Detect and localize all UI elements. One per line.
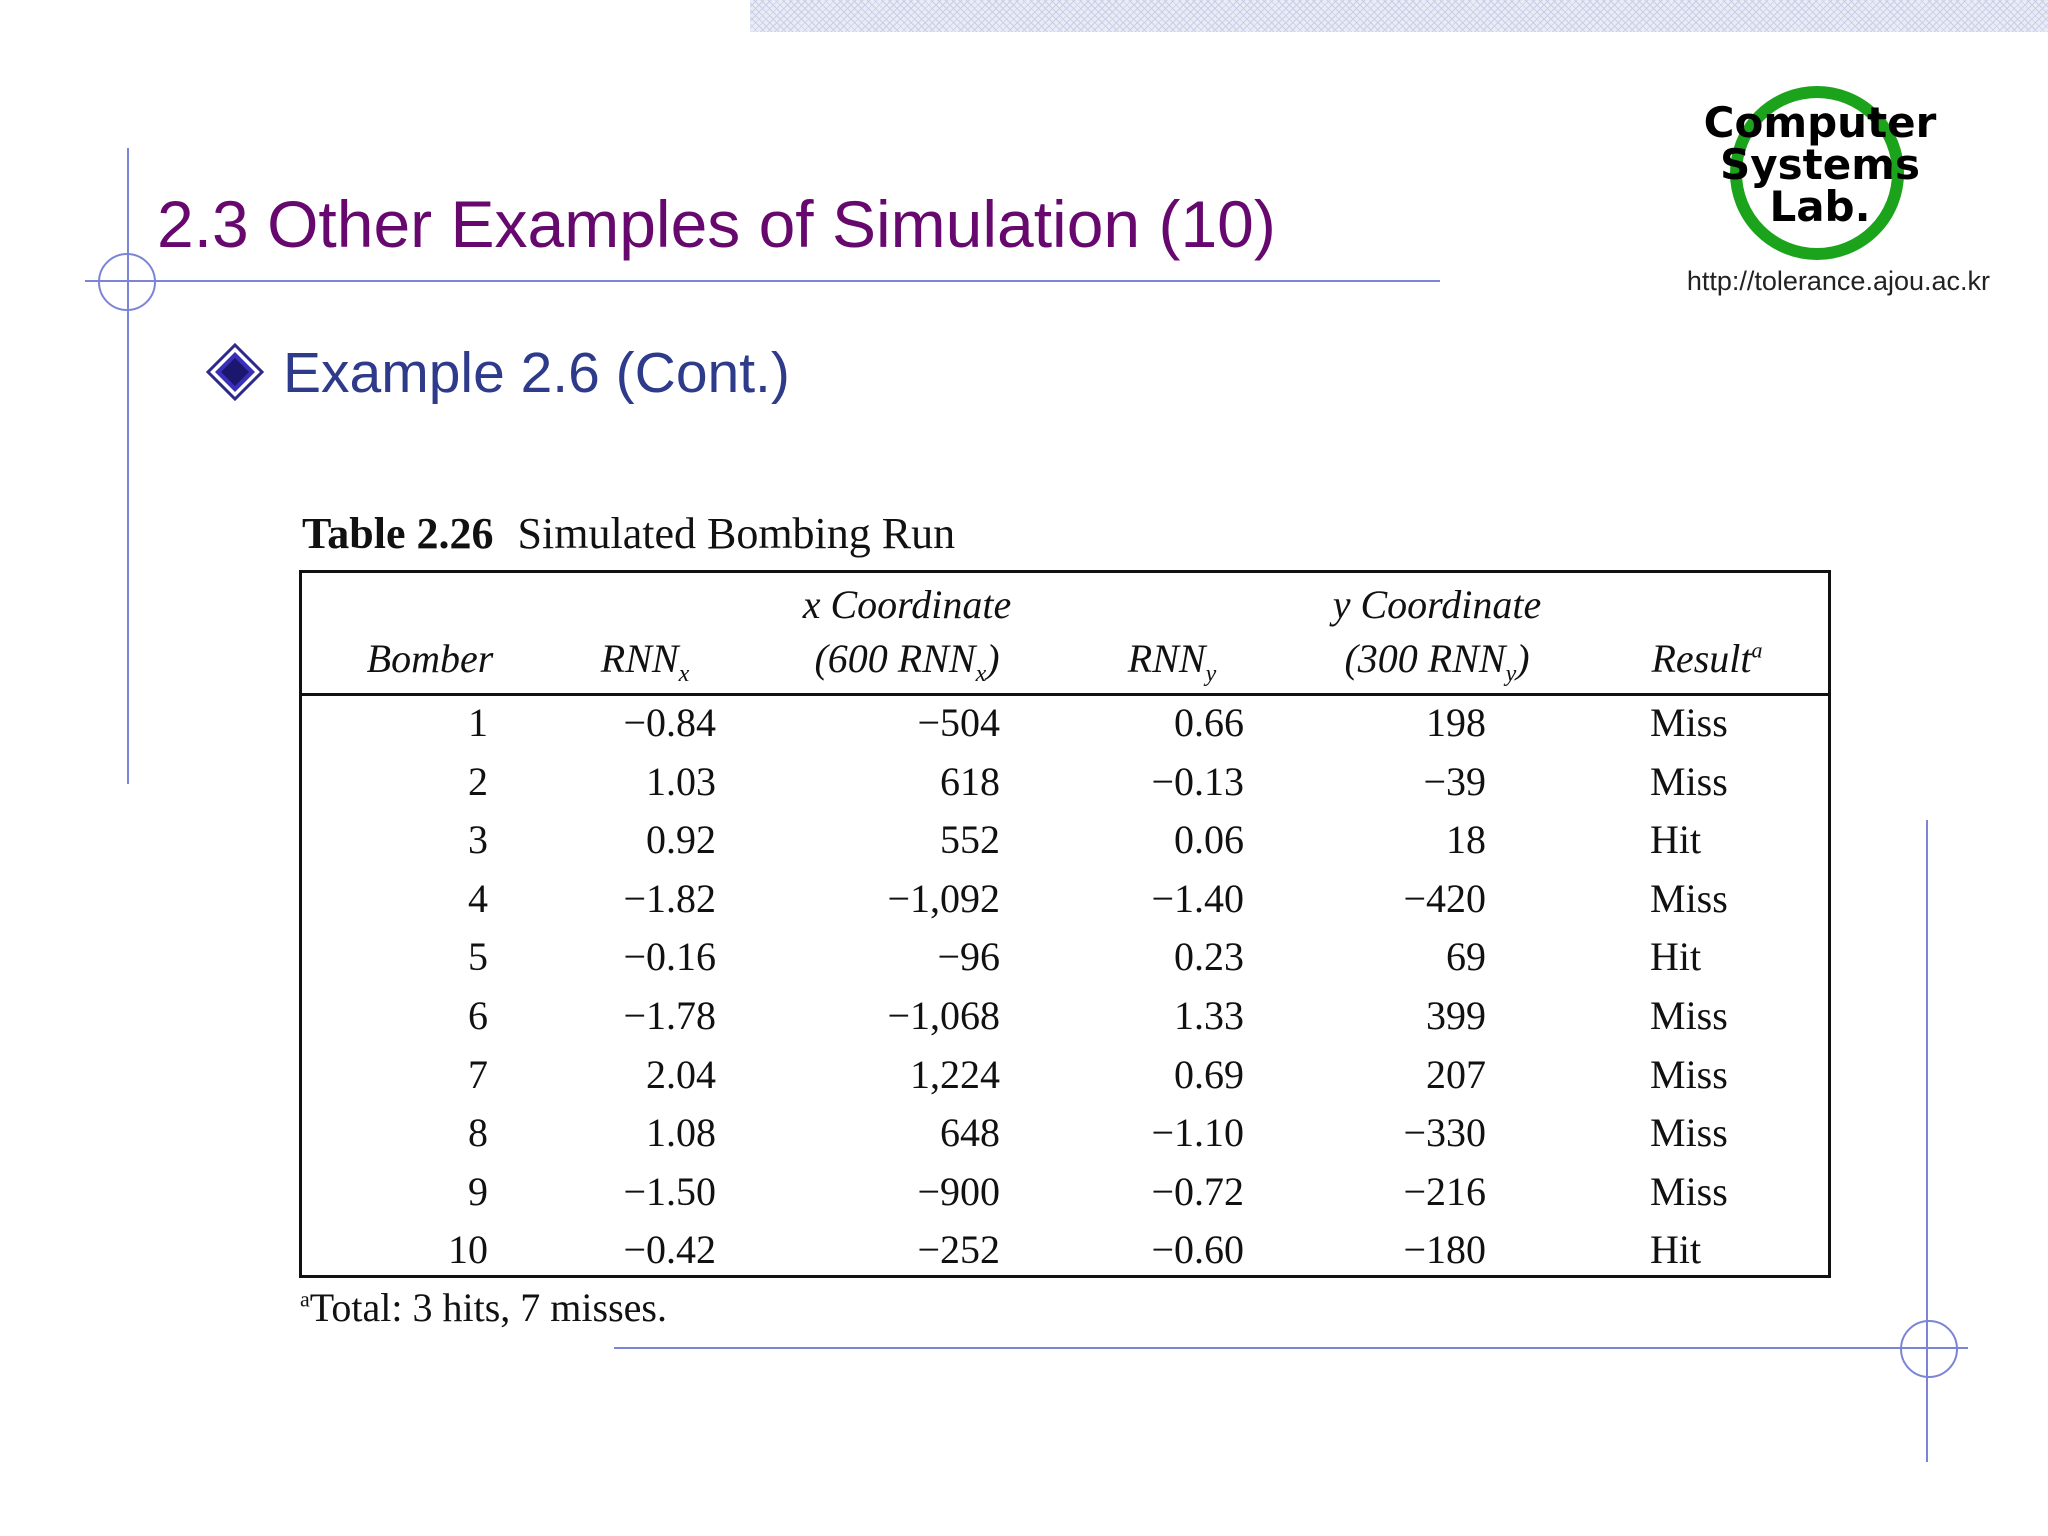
cell-rnn-x: −0.42: [623, 1227, 716, 1273]
table-number: Table 2.26: [302, 509, 494, 558]
cell-rnn-y: −0.72: [1151, 1168, 1244, 1214]
cell-rnn-x: −1.78: [623, 992, 716, 1038]
cell-result: Miss: [1650, 758, 1728, 804]
cell-y-coordinate: 18: [1446, 817, 1486, 863]
header-x-coordinate: x Coordinate: [802, 582, 1012, 627]
cell-y-coordinate: 399: [1426, 992, 1486, 1038]
cell-rnn-x: 1.08: [646, 1110, 716, 1156]
cell-y-coordinate: 207: [1426, 1051, 1486, 1097]
logo-line-3: Lab.: [1769, 182, 1871, 231]
cell-rnn-y: 1.33: [1174, 992, 1244, 1038]
logo-line-1: Computer: [1703, 98, 1937, 147]
cell-bomber: 9: [468, 1168, 488, 1214]
cell-bomber: 1: [468, 700, 488, 745]
top-hatch-band: [750, 0, 2048, 32]
frame-line-top-horizontal: [85, 280, 1440, 282]
cell-result: Miss: [1650, 700, 1728, 745]
cell-bomber: 5: [468, 934, 488, 980]
bombing-run-table: [299, 570, 1831, 1278]
table-row: [302, 1164, 1828, 1223]
footnote-text: Total: 3 hits, 7 misses.: [309, 1285, 667, 1330]
header-rnn-y: $RNN_y$: [1127, 636, 1217, 687]
cell-y-coordinate: −180: [1403, 1227, 1486, 1273]
cell-y-coordinate: 69: [1446, 934, 1486, 980]
cell-bomber: 4: [468, 875, 488, 921]
header-y-coordinate-formula: (300 $RNN_y$): [1344, 636, 1530, 687]
cell-y-coordinate: −216: [1403, 1168, 1486, 1214]
cell-result: Hit: [1650, 934, 1702, 980]
cell-rnn-x: −0.84: [623, 700, 716, 745]
cell-rnn-y: −0.13: [1151, 758, 1244, 804]
cell-y-coordinate: −330: [1403, 1110, 1486, 1156]
cell-x-coordinate: 618: [940, 758, 1000, 804]
cell-rnn-x: 1.03: [646, 758, 716, 804]
header-x-coordinate-formula: (600 $RNN_x$): [814, 636, 1000, 687]
cell-rnn-y: −1.40: [1151, 875, 1244, 921]
table-row: [302, 754, 1828, 813]
cell-x-coordinate: −1,068: [887, 992, 1000, 1038]
table-row: [302, 1047, 1828, 1106]
computer-systems-lab-logo: [1690, 80, 1950, 260]
table-row: [302, 812, 1828, 871]
cell-bomber: 6: [468, 992, 488, 1038]
header-bomber: Bomber: [366, 636, 494, 681]
diamond-bullet-icon: [205, 342, 265, 402]
cell-x-coordinate: −1,092: [887, 875, 1000, 921]
cell-bomber: 8: [468, 1110, 488, 1156]
bullet-text: Example 2.6 (Cont.): [283, 341, 790, 405]
frame-crosshair-top-left: [98, 253, 156, 311]
cell-x-coordinate: 1,224: [910, 1051, 1000, 1097]
cell-bomber: 10: [448, 1227, 488, 1273]
cell-rnn-y: 0.06: [1174, 817, 1244, 863]
cell-x-coordinate: −252: [917, 1227, 1000, 1273]
cell-result: Hit: [1650, 1227, 1702, 1273]
cell-x-coordinate: −96: [937, 934, 1000, 980]
cell-rnn-y: 0.23: [1174, 934, 1244, 980]
table-body: [302, 695, 1828, 1281]
table-row: [302, 695, 1828, 754]
cell-rnn-y: 0.69: [1174, 1051, 1244, 1097]
table-row: [302, 929, 1828, 988]
cell-rnn-x: −1.82: [623, 875, 716, 921]
table-row: [302, 988, 1828, 1047]
table-header: [302, 573, 1828, 696]
header-rnn-x: $RNN_x$: [600, 636, 690, 687]
cell-rnn-x: 0.92: [646, 817, 716, 863]
cell-x-coordinate: 552: [940, 817, 1000, 863]
table-row: [302, 1105, 1828, 1164]
cell-bomber: 2: [468, 758, 488, 804]
frame-line-left-vertical: [127, 148, 129, 784]
slide-title: 2.3 Other Examples of Simulation (10): [157, 187, 1276, 261]
cell-result: Hit: [1650, 817, 1702, 863]
header-y-coordinate: y Coordinate: [1332, 582, 1542, 627]
table-caption: [302, 508, 955, 559]
cell-y-coordinate: −420: [1403, 875, 1486, 921]
frame-line-bottom-horizontal: [614, 1347, 1968, 1349]
cell-result: Miss: [1650, 1168, 1728, 1214]
cell-x-coordinate: −504: [917, 700, 1000, 745]
cell-result: Miss: [1650, 1110, 1728, 1156]
cell-rnn-y: −0.60: [1151, 1227, 1244, 1273]
cell-rnn-y: −1.10: [1151, 1110, 1244, 1156]
cell-rnn-x: −0.16: [623, 934, 716, 980]
table-footnote: [300, 1284, 667, 1331]
frame-crosshair-bottom-right: [1900, 1320, 1958, 1378]
footnote-mark: a: [300, 1286, 310, 1312]
logo-line-2: Systems: [1720, 140, 1920, 189]
cell-rnn-x: 2.04: [646, 1051, 716, 1097]
cell-x-coordinate: −900: [917, 1168, 1000, 1214]
cell-result: Miss: [1650, 875, 1728, 921]
cell-bomber: 3: [468, 817, 488, 863]
cell-rnn-x: −1.50: [623, 1168, 716, 1214]
cell-bomber: 7: [468, 1051, 488, 1097]
cell-y-coordinate: −39: [1423, 758, 1486, 804]
table-row: [302, 1222, 1828, 1281]
logo-text: [1690, 98, 1950, 231]
lab-url: http://tolerance.ajou.ac.kr: [1686, 266, 1990, 296]
cell-y-coordinate: 198: [1426, 700, 1486, 745]
cell-x-coordinate: 648: [940, 1110, 1000, 1156]
cell-result: Miss: [1650, 1051, 1728, 1097]
table-row: [302, 871, 1828, 930]
header-result: Result$^a$: [1651, 636, 1763, 681]
cell-rnn-y: 0.66: [1174, 700, 1244, 745]
cell-result: Miss: [1650, 992, 1728, 1038]
table-caption-text: Simulated Bombing Run: [517, 509, 956, 558]
